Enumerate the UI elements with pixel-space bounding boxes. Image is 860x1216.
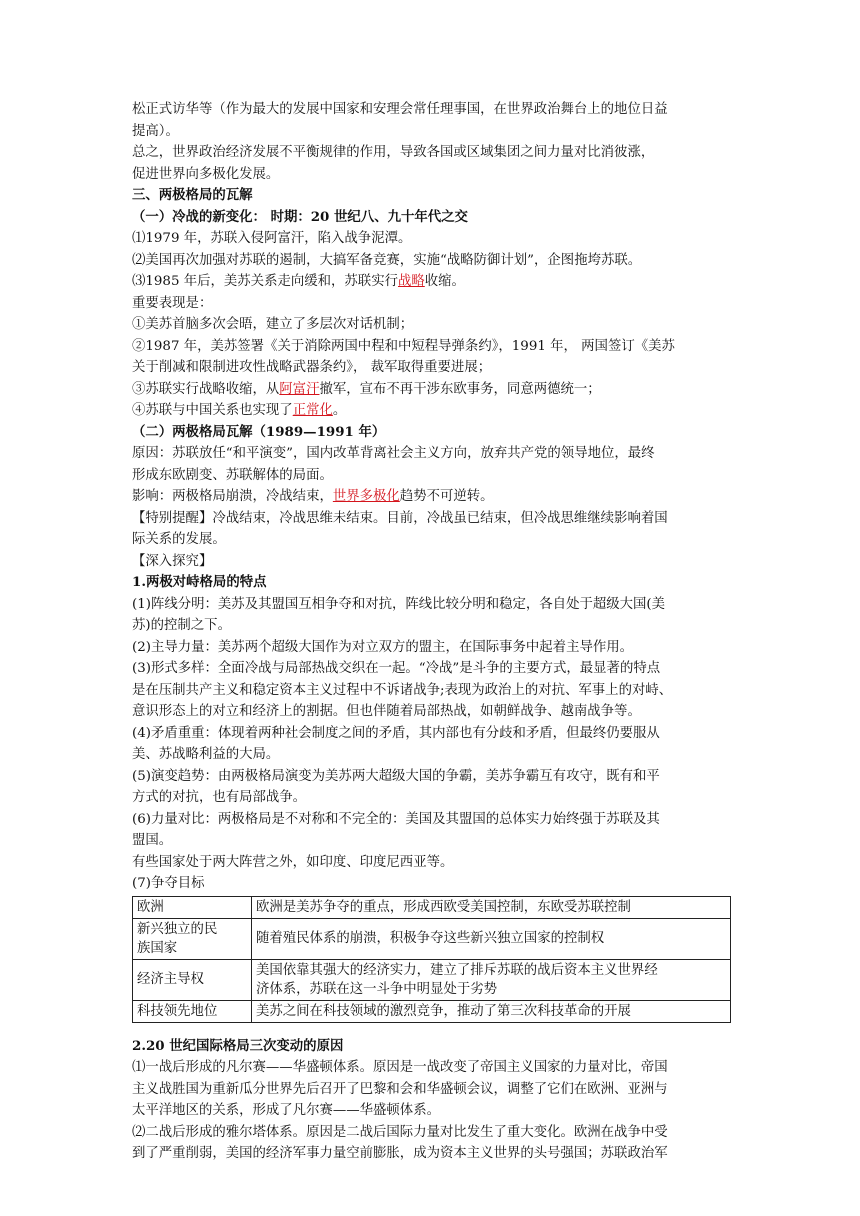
list-item: ⑵美国再次加强对苏联的遏制，大搞军备竞赛，实施“战略防御计划”，企图拖垮苏联。	[132, 252, 642, 268]
text-run: 收缩。	[424, 274, 465, 289]
cell-line: 欧洲	[137, 899, 164, 915]
targets-table	[132, 896, 731, 1023]
feature-line: (3)形式多样：全面冷战与局部热战交织在一起。“冷战”是斗争的主要方式，最显著的特点	[132, 661, 661, 676]
text-run: ⑶1985 年后，美苏关系走向缓和，苏联实行	[132, 274, 398, 289]
table-cell-content	[252, 1000, 731, 1022]
text-run: 。	[332, 403, 347, 418]
list-item: ②1987 年，美苏签署《关于消除两国中程和中短程导弹条约》，1991 年， 两国签订《美苏	[132, 338, 675, 354]
manifest-label: 重要表现是：	[132, 295, 213, 311]
table-row	[133, 1000, 731, 1022]
table-cell-content	[252, 896, 731, 918]
reminder-line: 际关系的发展。	[132, 532, 226, 547]
topic-heading: 1.两极对峙格局的特点	[132, 574, 267, 590]
feature-line: 有些国家处于两大阵营之外，如印度、印度尼西亚等。	[132, 854, 454, 870]
cell-line: 美苏之间在科技领域的激烈竞争，推动了第三次科技革命的开展	[256, 1003, 631, 1019]
text-run: ④苏联与中国关系也实现了	[132, 403, 293, 418]
table-cell-label	[133, 918, 252, 959]
list-item	[132, 379, 732, 401]
list-item: ①美苏首脑多次会晤，建立了多层次对话机制；	[132, 317, 414, 332]
feature-line: (5)演变趋势：由两极格局演变为美苏两大超级大国的争霸，美苏争霸互有攻守，既有和平	[132, 768, 660, 784]
highlighted-term: 战略	[397, 274, 425, 289]
list-item	[132, 271, 732, 293]
highlighted-term: 阿富汗	[279, 381, 320, 397]
table-row	[133, 896, 731, 918]
list-item: ⑴1979 年，苏联入侵阿富汗，陷入战争泥潭。	[132, 231, 412, 246]
cause-line: 主义战胜国为重新瓜分世界先后召开了巴黎和会和华盛顿会议，调整了它们在欧洲、亚洲与	[132, 1081, 668, 1097]
reminder-line: 【特别提醒】冷战结束，冷战思维未结束。目前，冷战虽已结束，但冷战思维继续影响着国	[132, 510, 668, 526]
text-line: 原因：苏联放任“和平演变”，国内改革背离社会主义方向，放弃共产党的领导地位，最终	[132, 446, 655, 461]
table-row	[133, 918, 731, 959]
table-cell-content	[252, 959, 731, 1000]
text-line: 松正式访华等（作为最大的发展中国家和安理会常任理事国，在世界政治舞台上的地位日益	[132, 102, 668, 117]
topic-heading: 2.20 世纪国际格局三次变动的原因	[132, 1037, 344, 1054]
feature-line: 意识形态上的对立和经济上的割据。但也伴随着局部热战，如朝鲜战争、越南战争等。	[132, 704, 641, 719]
feature-line: 美、苏战略利益的大局。	[132, 747, 280, 762]
text-line: 形成东欧剧变、苏联解体的局面。	[132, 467, 333, 483]
list-item	[132, 400, 732, 422]
feature-line: 盟国。	[132, 833, 173, 848]
feature-line: (7)争夺目标	[132, 876, 205, 891]
cause-line: 到了严重削弱，美国的经济军事力量空前膨胀，成为资本主义世界的头号强国；苏联政治军	[132, 1146, 668, 1161]
document-body	[132, 99, 732, 1165]
cell-line: 美国依靠其强大的经济实力，建立了排斥苏联的战后资本主义世界经	[256, 962, 658, 978]
highlighted-term: 正常化	[292, 403, 333, 418]
cell-line: 族国家	[137, 940, 178, 956]
cell-line: 欧洲是美苏争夺的重点，形成西欧受美国控制，东欧受苏联控制	[256, 899, 631, 915]
feature-line: (4)矛盾重重：体现着两种社会制度之间的矛盾，其内部也有分歧和矛盾，但最终仍要服从	[132, 725, 660, 741]
text-run: 影响：两极格局崩溃，冷战结束，	[132, 489, 333, 504]
cell-line: 济体系，苏联在这一斗争中明显处于劣势	[256, 981, 498, 997]
highlighted-term: 世界多极化	[332, 489, 400, 504]
text-line	[132, 486, 732, 508]
text-run: 趋势不可逆转。	[399, 489, 494, 504]
text-run: 撤军，宣布不再干涉东欧事务，同意两德统一；	[319, 381, 601, 397]
cause-line: ⑴一战后形成的凡尔赛——华盛顿体系。原因是一战改变了帝国主义国家的力量对比，帝国	[132, 1060, 668, 1075]
feature-line: (1)阵线分明：美苏及其盟国互相争夺和对抗，阵线比较分明和稳定，各自处于超级大国(美	[132, 596, 666, 612]
list-item-continued: 关于削减和限制进攻性战略武器条约》， 裁军取得重要进展；	[132, 360, 492, 375]
text-line: 总之，世界政治经济发展不平衡规律的作用，导致各国或区域集团之间力量对比消彼涨，	[132, 145, 655, 160]
cause-line: 太平洋地区的关系，形成了凡尔赛——华盛顿体系。	[132, 1103, 440, 1118]
feature-line: 是在压制共产主义和稳定资本主义过程中不诉诸战争;表现为政治上的对抗、军事上的对峙、	[132, 682, 673, 698]
text-line: 提高）。	[132, 123, 179, 139]
feature-line: (6)力量对比：两极格局是不对称和不完全的：美国及其盟国的总体实力始终强于苏联及其	[132, 811, 660, 827]
cell-line: 新兴独立的民	[137, 921, 218, 937]
table-cell-content	[252, 918, 731, 959]
subsection-heading: （二）两极格局瓦解（1989—1991 年）	[132, 423, 386, 440]
table-cell-label	[133, 896, 252, 918]
subsection-heading: （一）冷战的新变化： 时期：20 世纪八、九十年代之交	[132, 208, 468, 225]
explore-label: 【深入探究】	[132, 553, 213, 569]
feature-line: 方式的对抗，也有局部战争。	[132, 790, 307, 805]
text-line: 促进世界向多极化发展。	[132, 166, 280, 182]
table-cell-label	[133, 1000, 252, 1022]
spacer	[132, 1023, 732, 1036]
table-row	[133, 959, 731, 1000]
section-heading: 三、两极格局的瓦解	[132, 187, 253, 203]
cause-line: ⑵二战后形成的雅尔塔体系。原因是二战后国际力量对比发生了重大变化。欧洲在战争中受	[132, 1124, 668, 1140]
table-cell-label	[133, 959, 252, 1000]
cell-line: 随着殖民体系的崩溃，积极争夺这些新兴独立国家的控制权	[256, 931, 605, 946]
feature-line: (2)主导力量：美苏两个超级大国作为对立双方的盟主，在国际事务中起着主导作用。	[132, 639, 634, 655]
cell-line: 经济主导权	[137, 972, 204, 987]
cell-line: 科技领先地位	[137, 1003, 218, 1019]
feature-line: 苏)的控制之下。	[132, 618, 231, 633]
text-run: ③苏联实行战略收缩，从	[132, 381, 280, 397]
